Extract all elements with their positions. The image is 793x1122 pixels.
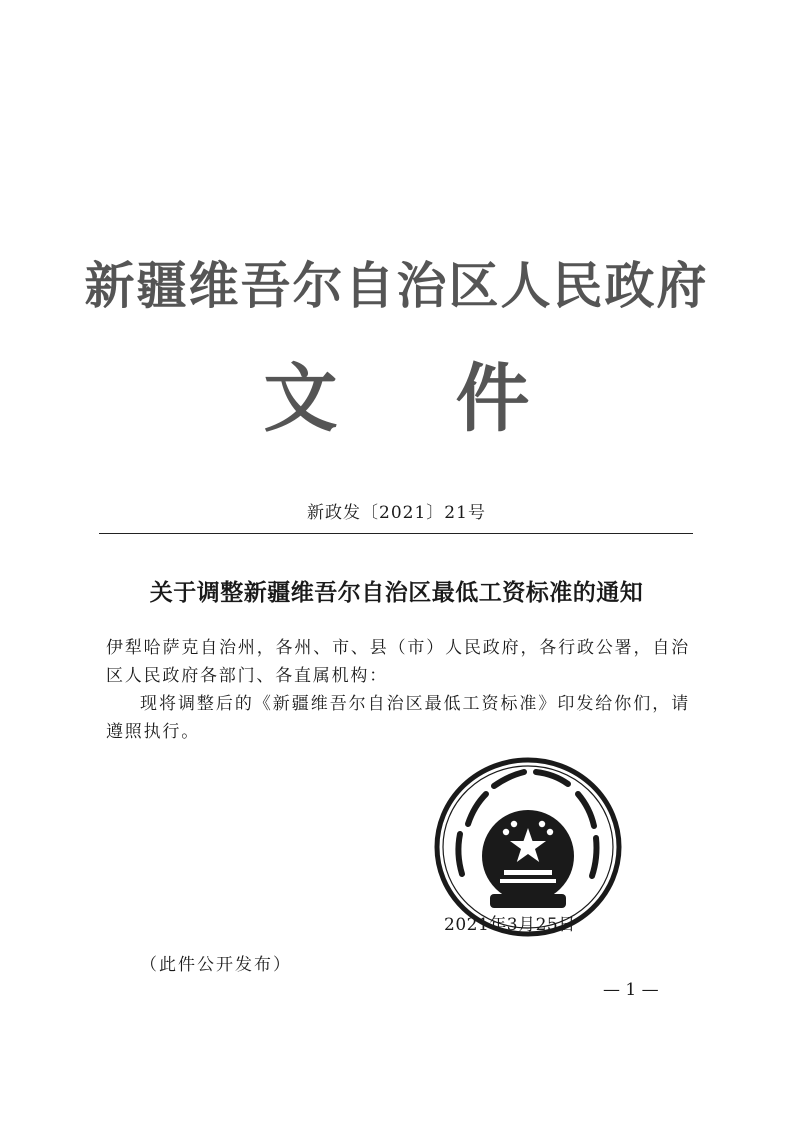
document-type-title	[0, 340, 793, 446]
document-number: 新政发〔2021〕21号	[307, 503, 486, 523]
body-paragraph: 现将调整后的《新疆维吾尔自治区最低工资标准》印发给你们，请遵照执行。	[106, 694, 690, 742]
notice-body	[106, 634, 690, 746]
page-number: — 1 —	[603, 980, 659, 1000]
issue-date: 2021年3月25日	[444, 915, 576, 935]
document-type-char: 文	[263, 356, 338, 442]
document-type-char: 件	[455, 356, 530, 442]
notice-title: 关于调整新疆维吾尔自治区最低工资标准的通知	[149, 579, 644, 606]
publish-note: （此件公开发布）	[140, 955, 292, 975]
header-divider	[99, 533, 693, 534]
issuer-header: 新疆维吾尔自治区人民政府	[84, 256, 709, 315]
addressee-paragraph: 伊犁哈萨克自治州，各州、市、县（市）人民政府，各行政公署，自治区人民政府各部门、各直属机构：	[106, 638, 690, 686]
